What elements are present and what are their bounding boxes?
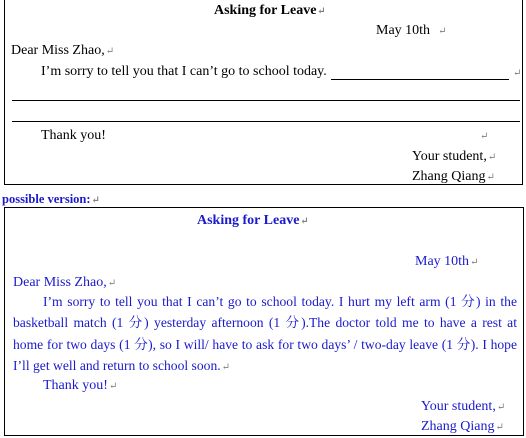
answer-closing: Thank you!↵ (43, 378, 118, 393)
template-title: Asking for Leave↵ (214, 3, 326, 18)
paragraph-mark-icon: ↵ (108, 381, 118, 392)
paragraph-mark-icon: ↵ (438, 26, 447, 37)
paragraph-mark-icon: ↵ (487, 152, 497, 163)
paragraph-mark-icon: ↵ (470, 257, 479, 268)
template-signoff: Your student,↵ (412, 149, 497, 164)
paragraph-mark-icon: ↵ (91, 195, 100, 206)
answer-title: Asking for Leave↵ (197, 213, 309, 228)
paragraph-mark-icon: ↵ (480, 131, 489, 142)
paragraph-mark-icon: ↵ (221, 361, 231, 373)
answer-signoff: Your student,↵ (421, 399, 506, 414)
paragraph-mark-icon: ↵ (105, 46, 115, 57)
paragraph-mark-icon: ↵ (513, 68, 522, 79)
paragraph-mark-icon: ↵ (495, 422, 504, 433)
template-letter-box (4, 0, 523, 185)
template-opening: I’m sorry to tell you that I can’t go to school today. (41, 64, 327, 79)
template-date: May 10th ↵ (376, 23, 447, 38)
answer-body: I’m sorry to tell you that I can’t go to school today. I hurt my left arm (1 分) in the basketball match (1 分) yesterday afternoon (1 分).The doctor told me to have a rest at home for two days (1 分), so I will/ have to ask for two days’ / two-day leave (1 分). I hope I’ll get well and return to school soon.↵ (13, 294, 517, 373)
blank-line (331, 79, 509, 80)
paragraph-mark-icon: ↵ (496, 402, 506, 413)
paragraph-mark-icon: ↵ (300, 216, 309, 227)
blank-line (12, 100, 520, 101)
template-name: Zhang Qiang↵ (412, 169, 495, 184)
answer-label: possible version:↵ (2, 192, 100, 206)
template-greeting: Dear Miss Zhao,↵ (11, 43, 115, 58)
blank-line (12, 121, 520, 122)
paragraph-mark-icon: ↵ (107, 278, 117, 289)
answer-greeting: Dear Miss Zhao,↵ (13, 275, 117, 290)
answer-date: May 10th↵ (415, 254, 479, 269)
paragraph-mark-icon: ↵ (317, 6, 326, 17)
template-closing: Thank you! (41, 128, 106, 143)
answer-letter-box (4, 207, 524, 436)
paragraph-mark-icon: ↵ (486, 172, 495, 183)
answer-name: Zhang Qiang↵ (421, 419, 504, 434)
